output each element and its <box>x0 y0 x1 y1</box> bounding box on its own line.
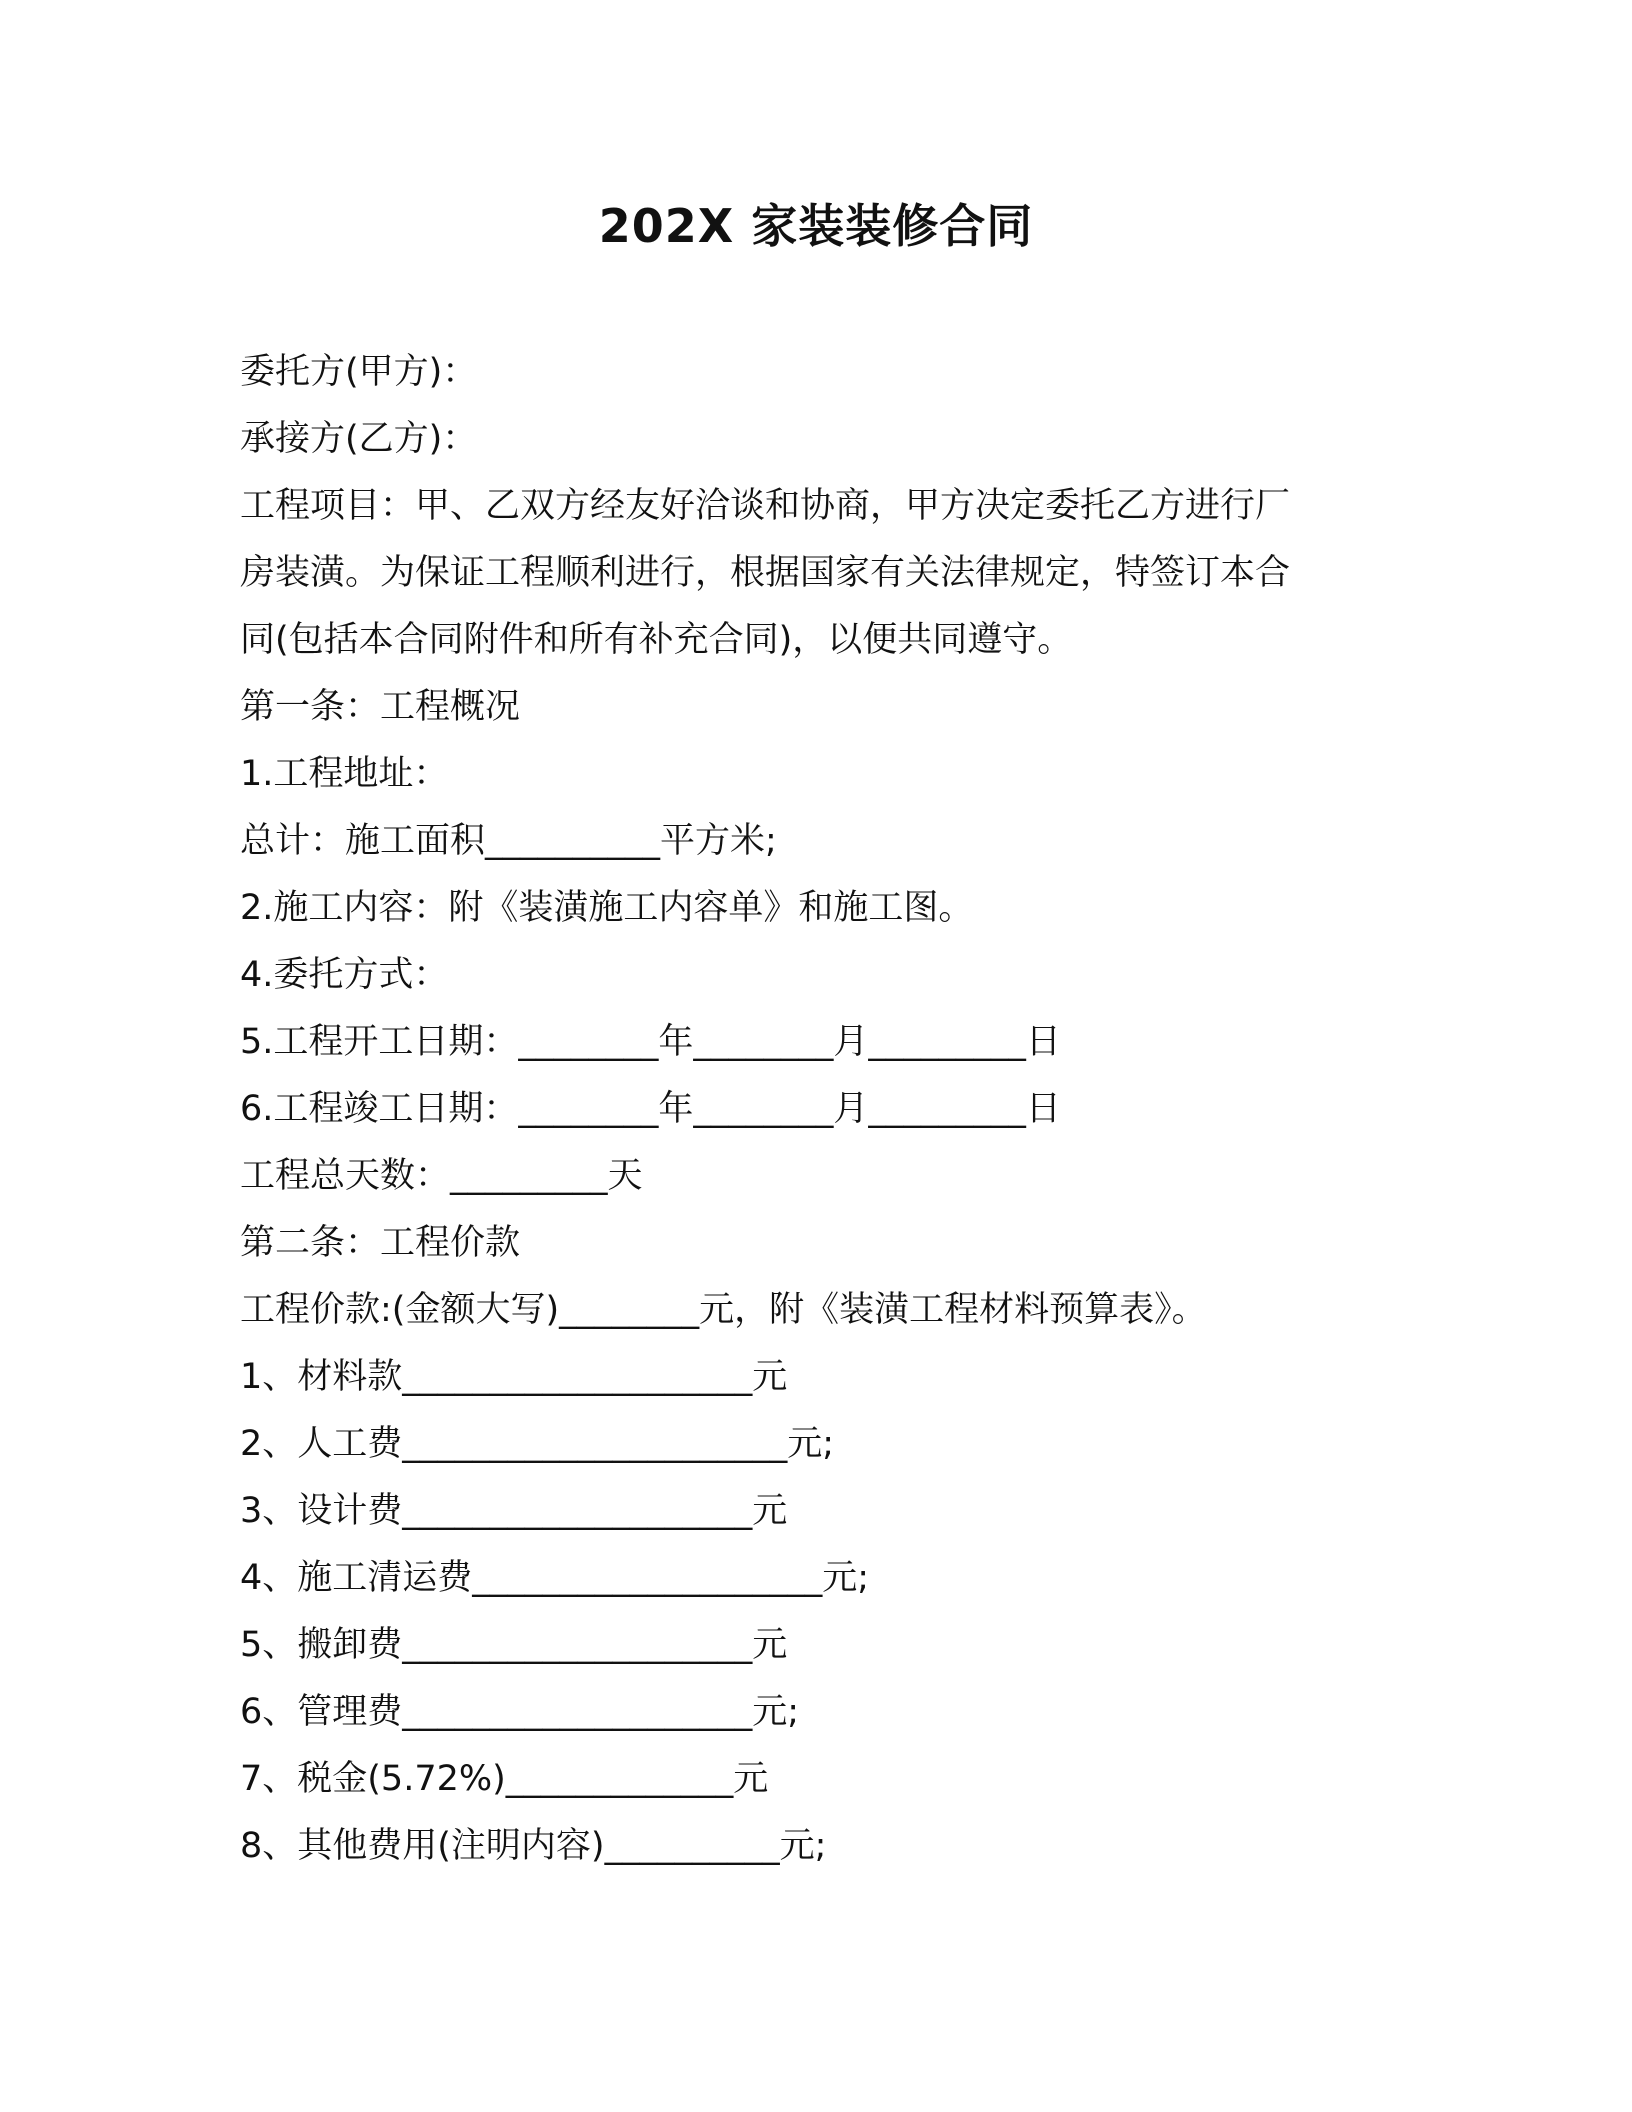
tax-line: 7、税金(5.72%)_____________元 <box>240 1759 769 1799</box>
management-fee-line: 6、管理费____________________元; <box>240 1692 800 1732</box>
other-fees-line: 8、其他费用(注明内容)__________元; <box>240 1826 827 1866</box>
client-party-line: 委托方(甲方)： <box>240 352 478 392</box>
labor-cost-line: 2、人工费______________________元; <box>240 1424 835 1464</box>
project-price-line: 工程价款:(金额大写)________元，附《装潢工程材料预算表》。 <box>240 1290 1207 1330</box>
project-paragraph-line-1: 工程项目：甲、乙双方经友好洽谈和协商，甲方决定委托乙方进行厂 <box>240 486 1291 526</box>
project-paragraph-line-2: 房装潢。为保证工程顺利进行，根据国家有关法律规定，特签订本合 <box>240 553 1291 593</box>
completion-date-line: 6.工程竣工日期：________年________月_________日 <box>240 1089 1061 1129</box>
start-date-line: 5.工程开工日期：________年________月_________日 <box>240 1022 1061 1062</box>
article-1-heading: 第一条：工程概况 <box>240 687 521 727</box>
total-days-line: 工程总天数：_________天 <box>240 1156 643 1196</box>
project-paragraph-line-3: 同(包括本合同附件和所有补充合同)，以便共同遵守。 <box>240 620 1073 660</box>
cleanup-fee-line: 4、施工清运费____________________元; <box>240 1558 870 1598</box>
document-title: 202X 家装装修合同 <box>598 199 1034 253</box>
construction-content-line: 2.施工内容：附《装潢施工内容单》和施工图。 <box>240 888 974 928</box>
construction-area-line: 总计：施工面积__________平方米; <box>240 821 777 861</box>
commission-method-line: 4.委托方式： <box>240 955 449 995</box>
material-cost-line: 1、材料款____________________元 <box>240 1357 788 1397</box>
contractor-party-line: 承接方(乙方)： <box>240 419 478 459</box>
document-body <box>240 339 1380 1880</box>
moving-fee-line: 5、搬卸费____________________元 <box>240 1625 788 1665</box>
article-2-heading: 第二条：工程价款 <box>240 1223 521 1263</box>
design-fee-line: 3、设计费____________________元 <box>240 1491 788 1531</box>
project-address-line: 1.工程地址： <box>240 754 449 794</box>
